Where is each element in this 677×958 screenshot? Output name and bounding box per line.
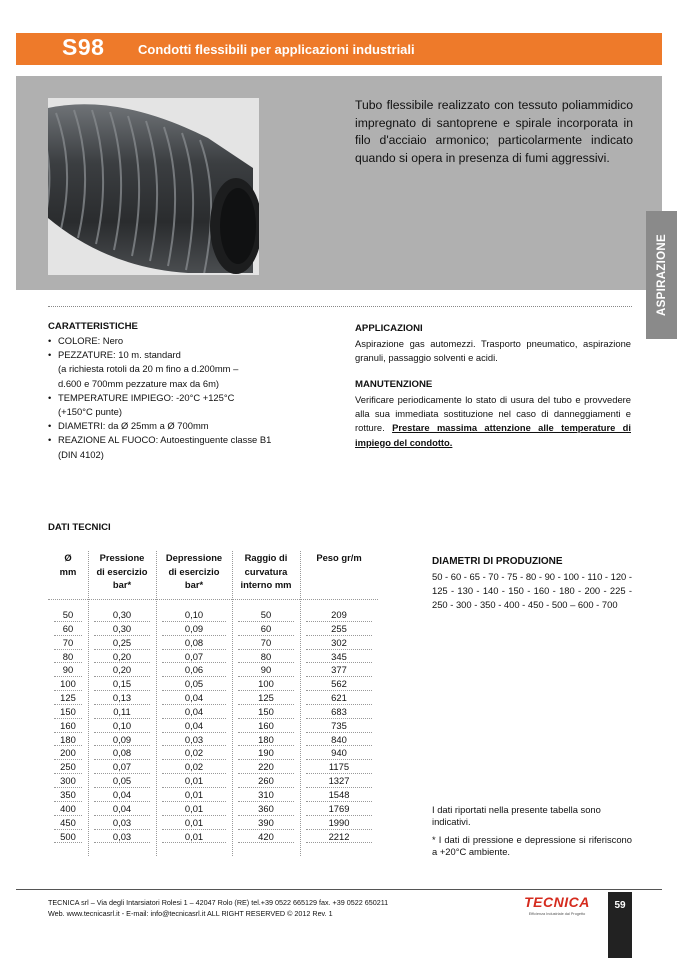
table-cell: 0,06 bbox=[162, 663, 226, 677]
dati-tecnici-title: DATI TECNICI bbox=[48, 522, 111, 533]
footer-contact bbox=[48, 897, 518, 919]
header-diametro: Ø mm bbox=[59, 552, 77, 577]
table-cell: 260 bbox=[238, 774, 294, 788]
table-cell: 180 bbox=[54, 733, 82, 747]
table-cell: 0,03 bbox=[94, 830, 150, 844]
table-cell: 60 bbox=[54, 622, 82, 636]
table-cell: 0,15 bbox=[94, 677, 150, 691]
table-cell: 390 bbox=[238, 816, 294, 830]
table-cell: 0,10 bbox=[94, 719, 150, 733]
table-cell: 450 bbox=[54, 816, 82, 830]
footer-divider bbox=[16, 889, 662, 890]
table-cell: 190 bbox=[238, 746, 294, 760]
table-cell: 0,05 bbox=[162, 677, 226, 691]
table-cell: 250 bbox=[54, 760, 82, 774]
page-number: 59 bbox=[614, 900, 626, 911]
applicazioni-title: APPLICAZIONI bbox=[355, 323, 423, 334]
caratteristica-subtext: (a richiesta rotoli da 20 m fino a d.200mm – bbox=[58, 363, 239, 375]
caratteristica-text: COLORE: Nero bbox=[58, 335, 124, 346]
caratteristica-item bbox=[48, 348, 338, 391]
table-cell: 300 bbox=[54, 774, 82, 788]
table-cell: 50 bbox=[238, 608, 294, 622]
table-cell: 0,04 bbox=[94, 802, 150, 816]
table-cell: 0,10 bbox=[162, 608, 226, 622]
flexible-hose-photo bbox=[48, 98, 259, 275]
applicazioni-text: Aspirazione gas automezzi. Trasporto pneumatico, aspirazione granuli, passaggio solventi e acidi. bbox=[355, 338, 631, 364]
product-description: Tubo flessibile realizzato con tessuto poliammidico impregnato di santoprene e spirale incorporata in filo d'acciaio armonico; particolarmente indicato quando si opera in presenza di fumi aggressivi. bbox=[355, 98, 633, 165]
table-cell: 160 bbox=[54, 719, 82, 733]
table-cell: 70 bbox=[54, 636, 82, 650]
table-cell: 0,08 bbox=[162, 636, 226, 650]
product-code: S98 bbox=[62, 34, 105, 60]
table-cell: 100 bbox=[238, 677, 294, 691]
table-cell: 683 bbox=[306, 705, 372, 719]
table-cell: 0,07 bbox=[94, 760, 150, 774]
caratteristica-item bbox=[48, 334, 338, 348]
column-divider bbox=[156, 551, 157, 856]
table-cell: 220 bbox=[238, 760, 294, 774]
manutenzione-title: MANUTENZIONE bbox=[355, 379, 433, 390]
footer-web: Web. www.tecnicasrl.it - E-mail: info@tecnicasrl.it ALL RIGHT RESERVED © 2012 Rev. 1 bbox=[48, 909, 333, 918]
table-cell: 0,04 bbox=[94, 788, 150, 802]
table-cell: 0,05 bbox=[94, 774, 150, 788]
table-cell: 0,09 bbox=[94, 733, 150, 747]
table-cell: 0,03 bbox=[94, 816, 150, 830]
caratteristica-subtext: (+150°C punte) bbox=[58, 406, 122, 418]
table-cell: 1769 bbox=[306, 802, 372, 816]
table-cell: 160 bbox=[238, 719, 294, 733]
table-cell: 0,02 bbox=[162, 746, 226, 760]
caratteristica-item bbox=[48, 391, 338, 419]
caratteristiche-list bbox=[48, 334, 338, 462]
table-cell: 302 bbox=[306, 636, 372, 650]
table-cell: 0,01 bbox=[162, 802, 226, 816]
table-cell: 0,11 bbox=[94, 705, 150, 719]
tecnica-logo bbox=[517, 894, 597, 922]
manutenzione-body: Verificare periodicamente lo stato di usura del tubo e provvedere alla sua immediata sostituzione nel caso di danneggiamenti e rotture. bbox=[355, 394, 631, 434]
column-depressione bbox=[162, 608, 226, 843]
caratteristica-subtext: d.600 e 700mm pezzature max da 6m) bbox=[58, 377, 220, 389]
table-cell: 0,01 bbox=[162, 816, 226, 830]
logo-tagline: Efficienza Industriale dal Progetto bbox=[528, 912, 586, 916]
table-cell: 377 bbox=[306, 663, 372, 677]
table-cell: 0,30 bbox=[94, 608, 150, 622]
caratteristica-text: TEMPERATURE IMPIEGO: -20°C +125°C bbox=[58, 391, 235, 403]
table-header-divider bbox=[48, 599, 378, 600]
table-cell: 90 bbox=[238, 663, 294, 677]
table-cell: 125 bbox=[54, 691, 82, 705]
table-cell: 125 bbox=[238, 691, 294, 705]
table-cell: 90 bbox=[54, 663, 82, 677]
table-cell: 0,04 bbox=[162, 719, 226, 733]
table-cell: 0,07 bbox=[162, 650, 226, 664]
table-cell: 0,13 bbox=[94, 691, 150, 705]
caratteristica-text: REAZIONE AL FUOCO: Autoestinguente classe B1 bbox=[58, 434, 272, 446]
caratteristica-item bbox=[48, 433, 338, 461]
column-divider bbox=[232, 551, 233, 856]
bullet-icon: • bbox=[48, 349, 52, 361]
caratteristiche-title: CARATTERISTICHE bbox=[48, 321, 138, 332]
header-peso: Peso gr/m bbox=[316, 552, 362, 563]
bullet-icon: • bbox=[48, 391, 52, 403]
bullet-icon: • bbox=[48, 335, 52, 346]
table-cell: 60 bbox=[238, 622, 294, 636]
table-cell: 0,09 bbox=[162, 622, 226, 636]
table-cell: 80 bbox=[54, 650, 82, 664]
table-cell: 150 bbox=[238, 705, 294, 719]
table-cell: 2212 bbox=[306, 830, 372, 844]
table-cell: 150 bbox=[54, 705, 82, 719]
table-cell: 0,08 bbox=[94, 746, 150, 760]
page-number-box bbox=[608, 892, 632, 958]
table-cell: 209 bbox=[306, 608, 372, 622]
caratteristica-text: PEZZATURE: 10 m. standard bbox=[58, 349, 181, 361]
bullet-icon: • bbox=[48, 420, 52, 432]
table-cell: 1175 bbox=[306, 760, 372, 774]
table-cell: 100 bbox=[54, 677, 82, 691]
table-cell: 200 bbox=[54, 746, 82, 760]
column-peso bbox=[306, 608, 372, 843]
table-cell: 0,30 bbox=[94, 622, 150, 636]
caratteristica-text: DIAMETRI: da Ø 25mm a Ø 700mm bbox=[58, 420, 209, 432]
manutenzione-text bbox=[355, 393, 631, 450]
manutenzione-emphasis: Prestare massima attenzione alle temperature di impiego del condotto. bbox=[355, 422, 631, 448]
table-cell: 621 bbox=[306, 691, 372, 705]
table-cell: 500 bbox=[54, 830, 82, 844]
section-tab-label: ASPIRAZIONE bbox=[655, 234, 668, 316]
diametri-title: DIAMETRI DI PRODUZIONE bbox=[432, 556, 563, 567]
table-cell: 562 bbox=[306, 677, 372, 691]
note-indicative: I dati riportati nella presente tabella sono indicativi. bbox=[432, 804, 601, 827]
table-cell: 0,20 bbox=[94, 663, 150, 677]
table-cell: 0,01 bbox=[162, 830, 226, 844]
table-cell: 1327 bbox=[306, 774, 372, 788]
table-cell: 345 bbox=[306, 650, 372, 664]
table-cell: 0,01 bbox=[162, 774, 226, 788]
footer-address: TECNICA srl – Via degli Intarsiatori Rolesi 1 – 42047 Rolo (RE) tel.+39 0522 665129 fax. +39 0522 650211 bbox=[48, 898, 389, 907]
header-raggio: Raggio di curvatura interno mm bbox=[240, 552, 292, 591]
table-cell: 0,01 bbox=[162, 788, 226, 802]
caratteristica-item bbox=[48, 419, 338, 433]
table-cell: 0,03 bbox=[162, 733, 226, 747]
header-pressione: Pressione di esercizio bar* bbox=[96, 552, 148, 591]
note-pressure: * I dati di pressione e depressione si riferiscono a +20°C ambiente. bbox=[432, 834, 632, 857]
table-cell: 0,02 bbox=[162, 760, 226, 774]
column-divider bbox=[300, 551, 301, 856]
table-cell: 360 bbox=[238, 802, 294, 816]
table-cell: 80 bbox=[238, 650, 294, 664]
table-cell: 70 bbox=[238, 636, 294, 650]
table-cell: 0,04 bbox=[162, 705, 226, 719]
table-cell: 0,25 bbox=[94, 636, 150, 650]
table-cell: 50 bbox=[54, 608, 82, 622]
bullet-icon: • bbox=[48, 434, 52, 446]
table-cell: 840 bbox=[306, 733, 372, 747]
table-cell: 420 bbox=[238, 830, 294, 844]
table-cell: 180 bbox=[238, 733, 294, 747]
table-cell: 1990 bbox=[306, 816, 372, 830]
caratteristica-subtext: (DIN 4102) bbox=[58, 448, 104, 460]
table-cell: 0,04 bbox=[162, 691, 226, 705]
header-depressione: Depressione di esercizio bar* bbox=[165, 552, 223, 591]
table-cell: 350 bbox=[54, 788, 82, 802]
column-diametro bbox=[54, 608, 82, 843]
section-divider bbox=[48, 306, 632, 307]
table-cell: 0,20 bbox=[94, 650, 150, 664]
table-cell: 1548 bbox=[306, 788, 372, 802]
section-tab bbox=[646, 211, 677, 339]
hose-illustration-icon bbox=[48, 98, 259, 275]
table-cell: 310 bbox=[238, 788, 294, 802]
column-raggio bbox=[238, 608, 294, 843]
column-pressione bbox=[94, 608, 150, 843]
header-bar bbox=[16, 33, 662, 65]
product-subtitle: Condotti flessibili per applicazioni industriali bbox=[138, 42, 415, 57]
table-cell: 400 bbox=[54, 802, 82, 816]
column-divider bbox=[88, 551, 89, 856]
table-cell: 735 bbox=[306, 719, 372, 733]
table-cell: 255 bbox=[306, 622, 372, 636]
logo-wordmark: TECNICA bbox=[524, 894, 590, 910]
diametri-list: 50 - 60 - 65 - 70 - 75 - 80 - 90 - 100 - 110 - 120 - 125 - 130 - 140 - 150 - 160 - 180 - 200 - 225 - 250 - 300 - 350 - 400 - 450 - 500 – 600 - 700 bbox=[432, 571, 632, 611]
table-cell: 940 bbox=[306, 746, 372, 760]
